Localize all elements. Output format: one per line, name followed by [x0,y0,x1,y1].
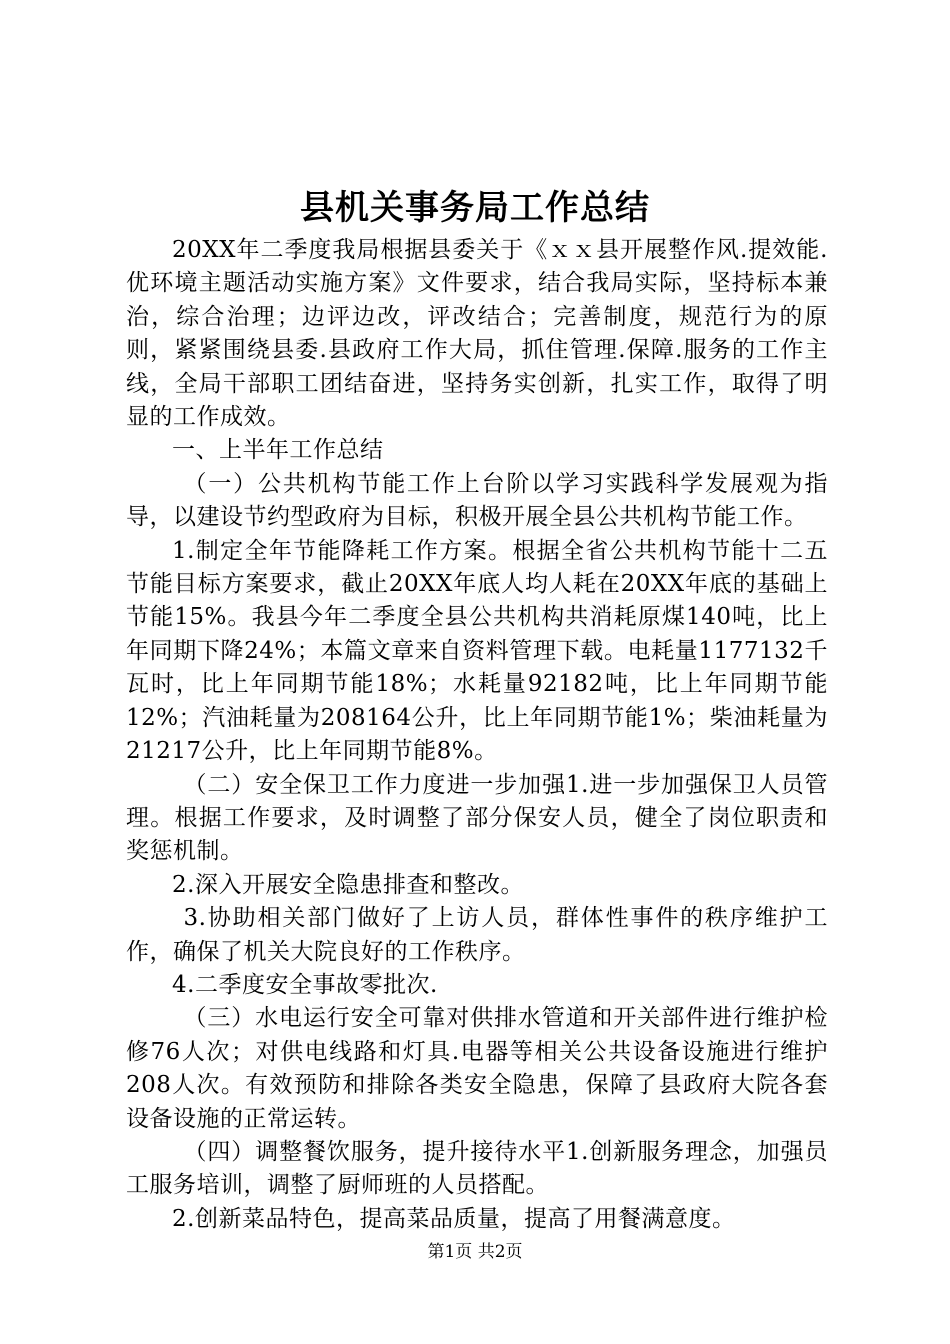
intro-paragraph: 20XX年二季度我局根据县委关于《ｘｘ县开展整作风.提效能.优环境主题活动实施方案》文件要求，结合我局实际，坚持标本兼治，综合治理；边评边改，评改结合；完善制度，规范行为的原则，紧紧围绕县委.县政府工作大局，抓住管理.保障.服务的工作主线，全局干部职工团结奋进，坚持务实创新，扎实工作，取得了明显的工作成效。 [126,237,828,431]
subsection-water-electric: （三）水电运行安全可靠对供排水管道和开关部件进行维护检修76人次；对供电线路和灯具.电器等相关公共设备设施进行维护208人次。有效预防和排除各类安全隐患，保障了县政府大院各套设备设施的正常运转。 [126,1005,828,1132]
document-title: 县机关事务局工作总结 [300,188,650,228]
item-zero-accidents: 4.二季度安全事故零批次. [172,971,438,998]
subsection-energy-saving: （一）公共机构节能工作上台阶以学习实践科学发展观为指导，以建设节约型政府为目标，积极开展全县公共机构节能工作。 [126,470,828,531]
item-hazard-check: 2.深入开展安全隐患排查和整改。 [172,871,524,898]
document-body [126,234,828,1236]
item-energy-plan: 1.制定全年节能降耗工作方案。根据全省公共机构节能十二五节能目标方案要求，截止20XX年底人均人耗在20XX年底的基础上节能15%。我县今年二季度全县公共机构共消耗原煤140吨，比上年同期下降24%；本篇文章来自资料管理下载。电耗量1177132千瓦时，比上年同期节能18%；水耗量92182吨，比上年同期节能12%；汽油耗量为208164公升，比上年同期节能1%；柴油耗量为21217公升，比上年同期节能8%。 [126,537,828,765]
subsection-catering: （四）调整餐饮服务，提升接待水平1.创新服务理念，加强员工服务培训，调整了厨师班的人员搭配。 [126,1138,828,1199]
page-number-footer: 第1页 共2页 [427,1242,523,1262]
section-heading-first-half-summary: 一、上半年工作总结 [172,437,384,464]
item-order-maintenance: 3.协助相关部门做好了上访人员，群体性事件的秩序维护工作，确保了机关大院良好的工作秩序。 [126,905,828,965]
item-menu-innovation: 2.创新菜品特色，提高菜品质量，提高了用餐满意度。 [172,1205,736,1232]
subsection-security: （二）安全保卫工作力度进一步加强1.进一步加强保卫人员管理。根据工作要求，及时调整了部分保安人员，健全了岗位职责和奖惩机制。 [126,771,828,865]
